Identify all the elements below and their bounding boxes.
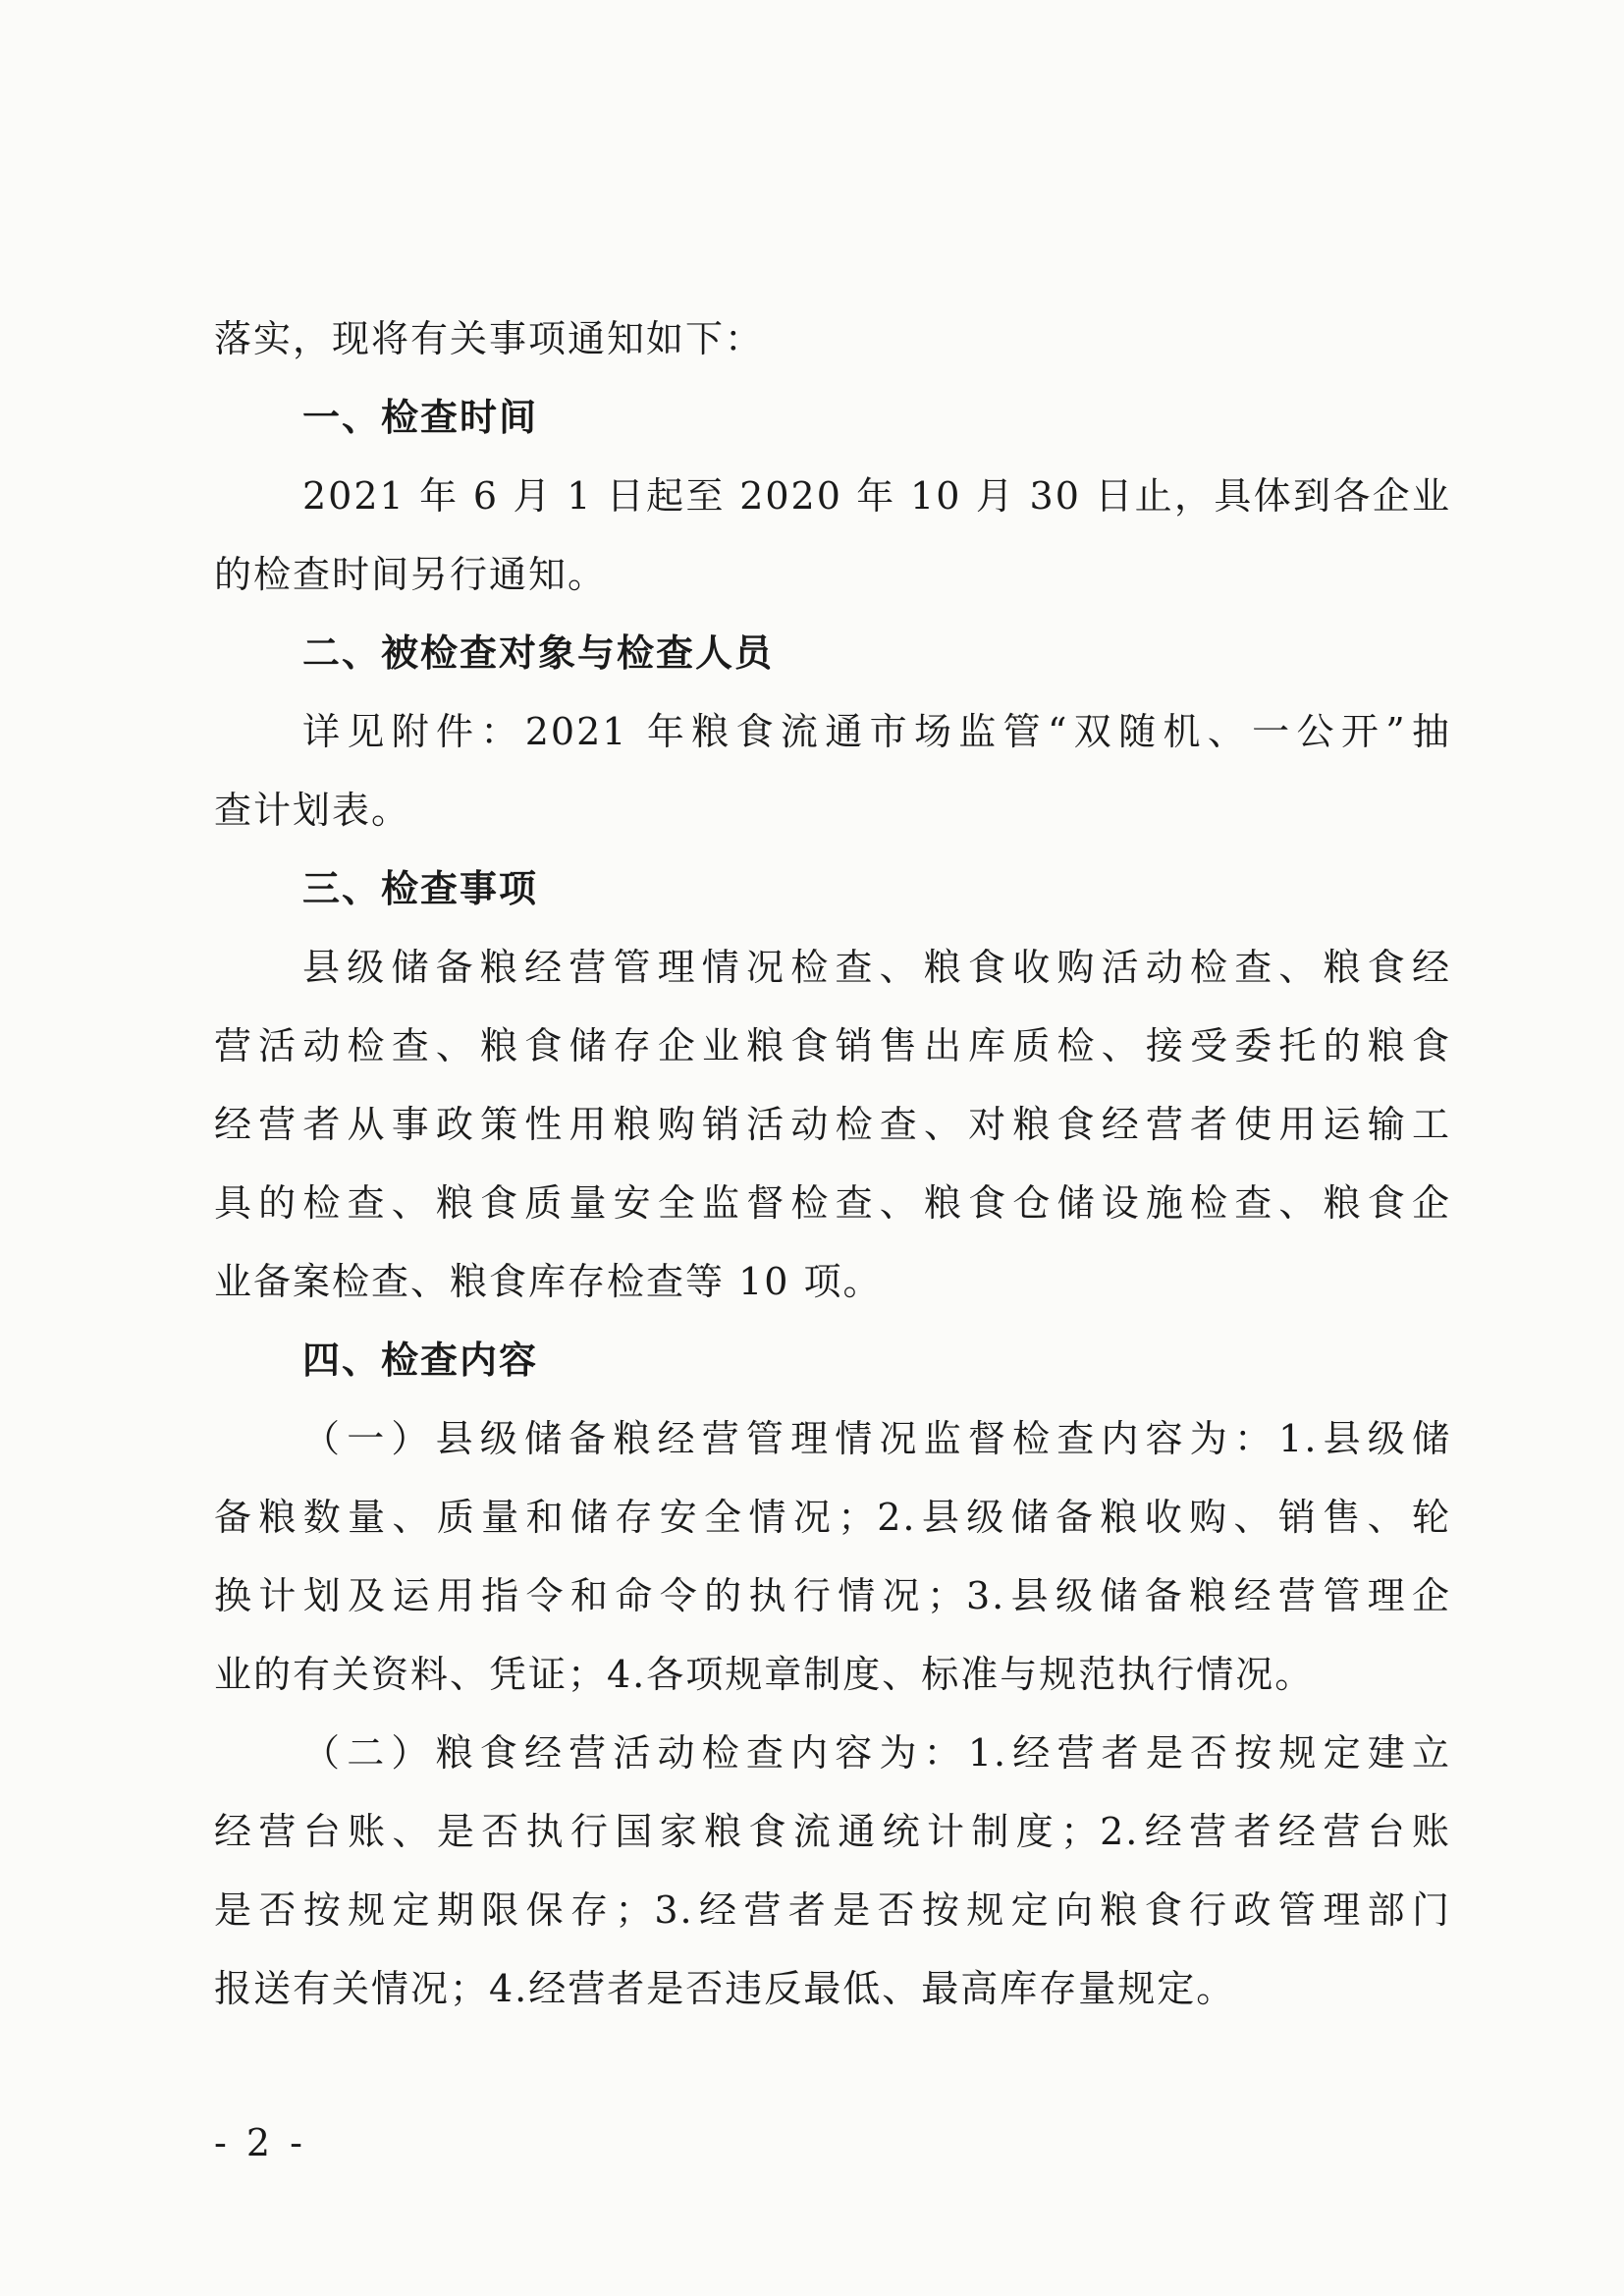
- paragraph-line: 换计划及运用指令和命令的执行情况；3.县级储备粮经营管理企: [214, 1574, 1451, 1617]
- paragraph-line: 是否按规定期限保存；3.经营者是否按规定向粮食行政管理部门: [214, 1888, 1451, 1932]
- section-heading-time: 一、检查时间: [302, 396, 539, 439]
- paragraph-line: 详见附件：2021 年粮食流通市场监管“双随机、一公开”抽: [302, 710, 1451, 753]
- paragraph-line: （二）粮食经营活动检查内容为：1.经营者是否按规定建立: [302, 1731, 1451, 1775]
- section-heading-targets: 二、被检查对象与检查人员: [302, 631, 775, 675]
- paragraph-line: 报送有关情况；4.经营者是否违反最低、最高库存量规定。: [214, 1967, 1236, 2010]
- page-number: - 2 -: [214, 2121, 307, 2164]
- paragraph-line: 具的检查、粮食质量安全监督检查、粮食仓储设施检查、粮食企: [214, 1181, 1451, 1225]
- paragraph-line: 经营台账、是否执行国家粮食流通统计制度；2.经营者经营台账: [214, 1810, 1451, 1853]
- paragraph-line: 经营者从事政策性用粮购销活动检查、对粮食经营者使用运输工: [214, 1103, 1451, 1146]
- intro-line: 落实，现将有关事项通知如下：: [214, 317, 765, 360]
- paragraph-line: （一）县级储备粮经营管理情况监督检查内容为：1.县级储: [302, 1417, 1451, 1460]
- paragraph-line: 备粮数量、质量和储存安全情况；2.县级储备粮收购、销售、轮: [214, 1496, 1451, 1539]
- paragraph-line: 2021 年 6 月 1 日起至 2020 年 10 月 30 日止，具体到各企业: [302, 474, 1451, 518]
- document-body: [214, 300, 1451, 2028]
- paragraph-line: 查计划表。: [214, 789, 411, 832]
- paragraph-line: 业的有关资料、凭证；4.各项规章制度、标准与规范执行情况。: [214, 1653, 1315, 1696]
- paragraph-line: 县级储备粮经营管理情况检查、粮食收购活动检查、粮食经: [302, 946, 1451, 989]
- section-heading-items: 三、检查事项: [302, 867, 539, 910]
- paragraph-line: 的检查时间另行通知。: [214, 553, 608, 596]
- paragraph-line: 营活动检查、粮食储存企业粮食销售出库质检、接受委托的粮食: [214, 1024, 1451, 1067]
- section-heading-content: 四、检查内容: [302, 1339, 539, 1382]
- paragraph-line: 业备案检查、粮食库存检查等 10 项。: [214, 1260, 883, 1303]
